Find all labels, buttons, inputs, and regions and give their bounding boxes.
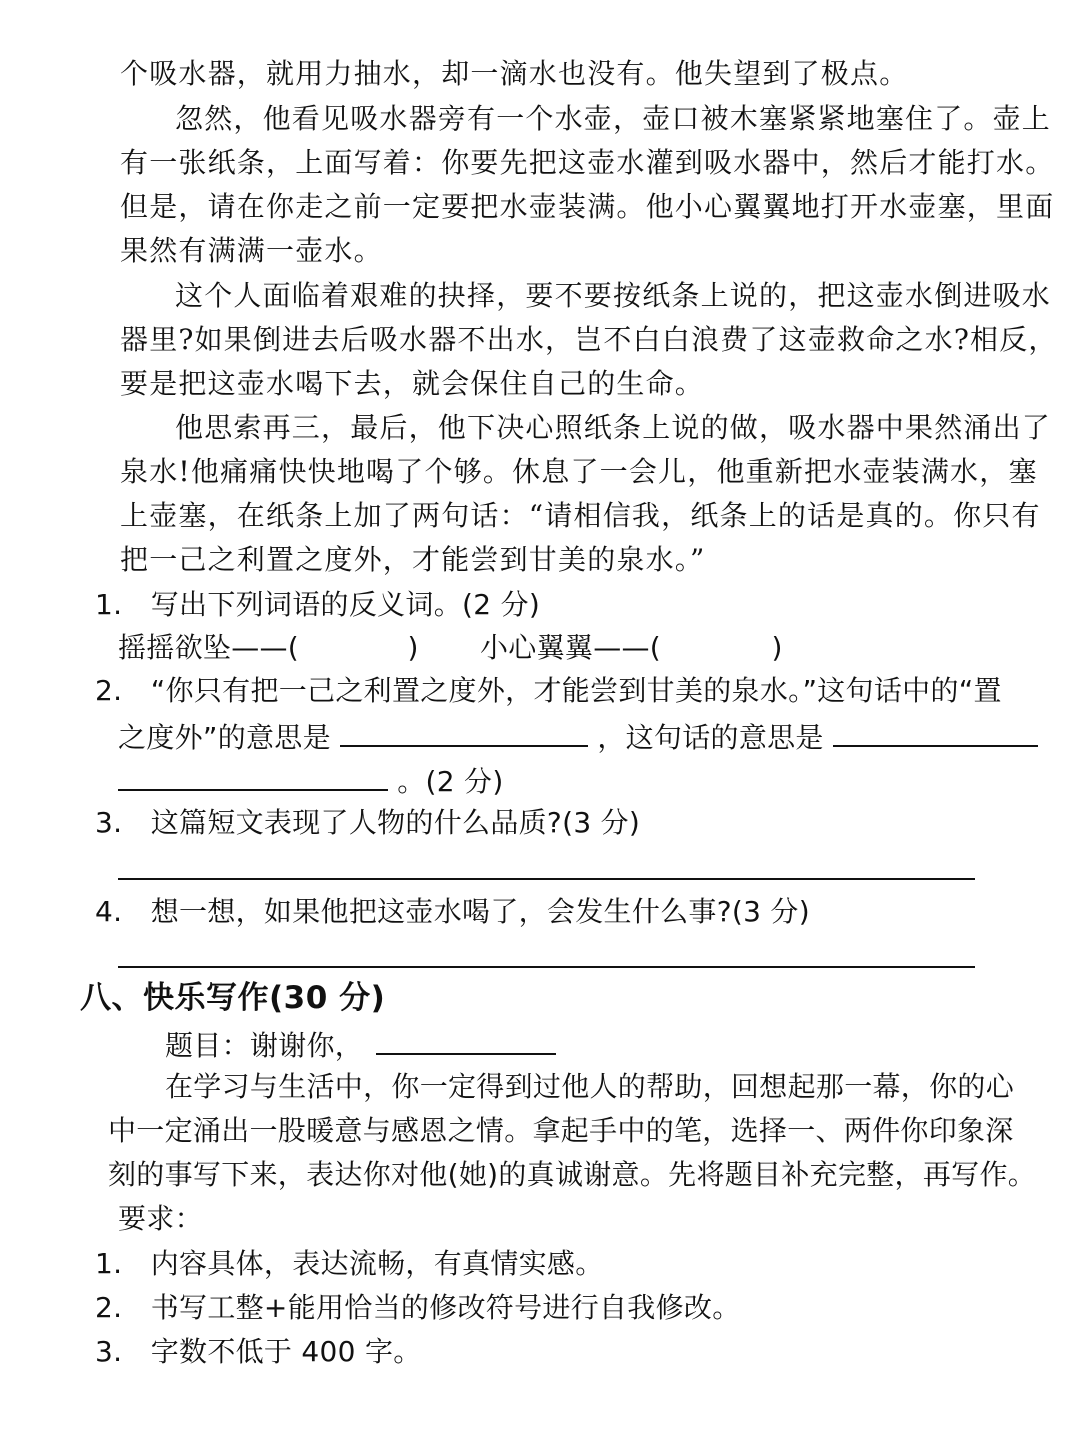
section-heading: 八、快乐写作(30 分) [80, 980, 386, 1016]
question-text: 。(2 分) [397, 765, 504, 798]
passage-line: 这个人面临着艰难的抉择，要不要按纸条上说的，把这壶水倒进吸水 [175, 279, 1052, 312]
requirement-item: 3. 字数不低于 400 字。 [95, 1335, 422, 1368]
prompt-line: 刻的事写下来，表达你对他(她)的真诚谢意。先将题目补充完整，再写作。 [108, 1158, 1037, 1191]
question-text: ，这句话的意思是 [597, 721, 824, 754]
answer-blank[interactable] [118, 759, 388, 791]
passage-line: 个吸水器，就用力抽水，却一滴水也没有。他失望到了极点。 [120, 57, 909, 90]
passage-line: 果然有满满一壶水。 [120, 234, 383, 267]
passage-line: 有一张纸条，上面写着：你要先把这壶水灌到吸水器中，然后才能打水。 [120, 146, 1055, 179]
antonym-word: 摇摇欲坠——( [118, 631, 300, 664]
passage-line: 忽然，他看见吸水器旁有一个水壶，壶口被木塞紧紧地塞住了。壶上 [175, 102, 1052, 135]
question-number: 3. [95, 806, 123, 839]
antonym-item-2: 小心翼翼——( ) [480, 631, 783, 664]
essay-topic: 题目：谢谢你， [165, 1029, 364, 1062]
topic-blank[interactable] [376, 1023, 556, 1055]
passage-line: 把一己之利置之度外，才能尝到甘美的泉水。” [120, 543, 706, 576]
answer-blank[interactable] [340, 715, 588, 747]
passage-line: 上壶塞，在纸条上加了两句话：“请相信我，纸条上的话是真的。你只有 [120, 499, 1041, 532]
question-text: “你只有把一己之利置之度外，才能尝到甘美的泉水。”这句话中的“置 [150, 674, 1002, 707]
antonym-word: 小心翼翼——( [480, 631, 662, 664]
answer-line[interactable] [118, 878, 975, 880]
answer-line[interactable] [118, 966, 975, 968]
answer-blank[interactable] [833, 715, 1038, 747]
requirements-label: 要求： [118, 1202, 203, 1235]
question-text: 这篇短文表现了人物的什么品质?(3 分) [150, 806, 641, 839]
passage-line: 要是把这壶水喝下去，就会保住自己的生命。 [120, 367, 705, 400]
question-text: 之度外”的意思是 [118, 721, 331, 754]
antonym-item-1: 摇摇欲坠——( ) [118, 631, 419, 664]
passage-line: 但是，请在你走之前一定要把水壶装满。他小心翼翼地打开水壶塞，里面 [120, 190, 1055, 223]
passage-line: 他思索再三，最后，他下决心照纸条上说的做，吸水器中果然涌出了 [175, 411, 1052, 444]
question-number: 1. [95, 588, 123, 621]
prompt-line: 在学习与生活中，你一定得到过他人的帮助，回想起那一幕，你的心 [165, 1070, 1015, 1103]
prompt-line: 中一定涌出一股暖意与感恩之情。拿起手中的笔，选择一、两件你印象深 [108, 1114, 1014, 1147]
requirement-item: 2. 书写工整+能用恰当的修改符号进行自我修改。 [95, 1291, 741, 1324]
question-number: 4. [95, 895, 123, 928]
question-text: 写出下列词语的反义词。(2 分) [150, 588, 541, 621]
question-number: 2. [95, 674, 123, 707]
requirement-item: 1. 内容具体，表达流畅，有真情实感。 [95, 1247, 604, 1280]
passage-line: 泉水!他痛痛快快地喝了个够。休息了一会儿，他重新把水壶装满水，塞 [120, 455, 1038, 488]
question-text: 想一想，如果他把这壶水喝了，会发生什么事?(3 分) [150, 895, 810, 928]
passage-line: 器里?如果倒进去后吸水器不出水，岂不白白浪费了这壶救命之水?相反， [120, 323, 1058, 356]
